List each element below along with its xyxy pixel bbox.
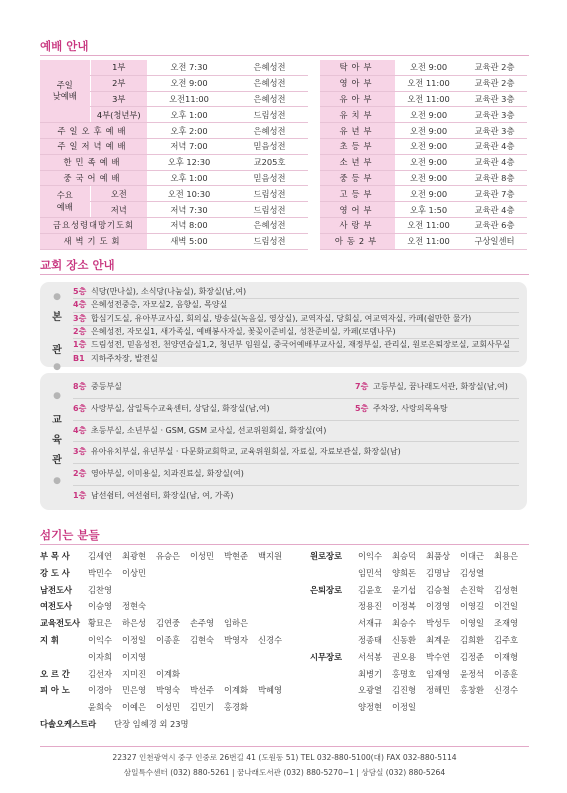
floor-rooms: 유아유치부실, 유년부실 · 다문화교회학교, 교육위원회실, 자료실, 자료보관실, 화장실(남) [91,447,401,457]
staff-name: 이성민 [190,551,215,561]
staff-name: 민은영 [122,685,147,696]
staff-name: 이경아 [88,685,113,696]
service-group-line: 예배 [56,201,73,212]
service-time: 오전 7:30 [147,60,231,75]
staff-name: 이재형 [494,651,519,662]
dept-name: 소년부 [320,154,395,170]
table-gap [308,154,320,170]
staff-name: 정현숙 [122,601,147,612]
floor-row-second [355,376,508,398]
dept-place: 교육관 7층 [462,186,527,202]
staff-name: 손주영 [190,618,215,629]
dept-name: 유년부 [320,123,395,139]
staff-row [310,651,567,665]
staff-name: 단장 임혜경 외 23명 [114,719,189,729]
staff-name: 윤희숙 [88,702,113,713]
staff-title: 섬기는 분들 [40,528,100,542]
floor-number: 4층 [73,425,87,435]
dept-name: 아동2부 [320,233,395,249]
dept-place: 교육관 4층 [462,154,527,170]
dept-time: 오전 9:00 [395,138,462,154]
dept-name: 고등부 [320,186,395,202]
staff-name: 김명남 [426,567,451,578]
floor-number: 4층 [73,300,87,310]
staff-name: 이종훈 [494,668,519,679]
staff-row [310,584,567,598]
staff-name: 최병기 [358,668,383,679]
floor-row [73,312,519,326]
service-time: 오후 1:00 [147,170,231,186]
staff-name: 최승수 [392,618,417,629]
staff-row [310,567,567,581]
staff-name: 이경영 [426,601,451,612]
staff-role: 원로장로 [310,551,343,561]
floor-row [73,398,519,421]
worship-row [40,123,527,139]
staff-name: 오광열 [358,685,383,696]
dept-time: 오전 9:00 [395,154,462,170]
service-time: 저녁 8:00 [147,217,231,233]
staff-name: 김찬영 [88,584,113,595]
floor-rooms: 영아부실, 이미용실, 치과진료실, 화장실(여) [91,469,244,479]
service-time: 오전 9:00 [147,75,231,91]
worship-row [40,91,527,107]
staff-role: 교육전도사 [40,618,81,629]
service-place: 드림성전 [231,107,308,123]
dept-place: 교육관 2층 [462,75,527,91]
staff-name: 박영자 [224,635,249,645]
footer-address: 22327 인천광역시 중구 인중로 26번길 41 (도원동 51) TEL 032-880-5100(대) FAX 032-880-5114 [112,753,457,762]
staff-name: 홍창환 [460,685,485,696]
worship-row [40,233,527,249]
table-gap [308,107,320,123]
dept-place: 교육관 8층 [462,170,527,186]
staff-row [40,634,300,648]
floor-number: 2층 [73,469,87,479]
staff-row [310,684,567,698]
service-time: 오후 1:00 [147,107,231,123]
staff-names [358,617,528,629]
floor-row [73,325,519,339]
floor-rooms: 초등부실, 소년부실 · GSM, GSM 교사실, 선교위원회실, 화장실(여) [91,425,327,435]
staff-name: 권오용 [392,651,417,662]
service-place: 드림성전 [231,186,308,202]
service-place: 교205호 [231,154,308,170]
staff-name: 이익수 [88,635,113,645]
staff-row [310,617,567,631]
staff-name: 이계화 [224,685,249,696]
table-gap [308,123,320,139]
dept-name: 유아부 [320,91,395,107]
service-place: 드림성전 [231,202,308,218]
staff-name: 이성민 [156,702,181,713]
staff-name: 이정일 [122,635,147,645]
service-name: 새벽기도회 [40,233,147,249]
service-part: 오전 [90,186,147,202]
staff-names [358,651,528,663]
staff-role: 피 아 노 [40,685,70,696]
floor-rooms: 드림성전, 믿음성전, 천양연습실1,2, 청년부 임원실, 중국어예배부교사실, 재정부실, 관리실, 원로은퇴장로실, 교회사무실 [91,340,511,350]
service-name: 주일오후예배 [40,123,147,139]
staff-name: 김승철 [426,584,451,595]
staff-names [114,718,189,730]
staff-name: 김윤호 [358,584,383,595]
dept-name: 탁아부 [320,60,395,75]
staff-role: 남전도사 [40,584,73,595]
service-time: 오후 12:30 [147,154,231,170]
footer-contacts: 삼일특수센터 (032) 880-5261 | 꿈나래도서관 (032) 880-5270~1 | 상담실 (032) 880-5264 [123,768,446,777]
staff-names [88,567,156,579]
dept-name: 초등부 [320,138,395,154]
table-gap [308,186,320,202]
floor-number: 3층 [73,313,87,323]
staff-name: 신경수 [494,685,519,696]
main-building-box [40,282,527,372]
floor-number: 6층 [73,403,87,413]
service-place: 드림성전 [231,233,308,249]
staff-row [40,684,300,698]
staff-name: 박현준 [224,551,249,561]
staff-name: 손진학 [460,584,485,595]
staff-name: 이정복 [392,601,417,612]
staff-name: 김진형 [392,685,417,696]
dept-time: 오전 9:00 [395,170,462,186]
staff-name: 서석봉 [358,651,383,662]
floor-row-second [355,398,448,420]
service-part: 4부(청년부) [90,107,147,123]
worship-row [40,75,527,91]
floor-rooms: 중등부실 [91,382,122,391]
staff-role: 강 도 사 [40,567,70,578]
staff-row [40,668,300,682]
floor-rooms: 주차장, 사랑의목욕탕 [373,403,448,413]
table-gap [308,60,320,75]
dept-time: 오후 1:50 [395,202,462,218]
worship-table [40,60,527,250]
staff-title-line [40,544,529,545]
dept-name: 유치부 [320,107,395,123]
service-place: 믿음성전 [231,170,308,186]
dept-name: 영아부 [320,75,395,91]
staff-row [40,550,300,564]
table-gap [308,91,320,107]
dept-place: 교육관 3층 [462,107,527,123]
floor-number: 7층 [355,382,369,391]
footer-line [40,746,529,747]
staff-name: 하은성 [122,618,147,629]
worship-row [40,107,527,123]
service-name: 금요성령대망기도회 [40,217,147,233]
staff-name: 이상민 [122,567,147,578]
staff-names [88,584,122,596]
staff-name: 김연중 [156,618,181,629]
staff-row [40,584,300,598]
staff-row [40,651,300,665]
dept-time: 오전 11:00 [395,75,462,91]
staff-name: 김정준 [460,651,485,662]
floor-number: 1층 [73,491,87,500]
staff-role: 오 르 간 [40,668,70,679]
service-group-line: 낮예배 [52,91,77,102]
staff-name: 조재영 [494,618,519,629]
staff-name: 윤기섭 [392,584,417,595]
worship-row [40,217,527,233]
main-building-label: ● 본 관 ● [52,292,62,372]
worship-row [40,138,527,154]
service-place: 은혜성전 [231,217,308,233]
service-place: 은혜성전 [231,60,308,75]
dept-time: 오전 9:00 [395,123,462,139]
dept-name: 사랑부 [320,217,395,233]
staff-role: 시무장로 [310,651,343,662]
staff-name: 양정현 [358,702,383,713]
staff-names [88,668,190,680]
service-place: 믿음성전 [231,138,308,154]
staff-name: 홍경화 [224,702,249,713]
staff-name: 이지영 [122,651,147,662]
staff-name: 이예은 [122,702,147,713]
staff-name: 윤정석 [460,668,485,679]
places-title: 교회 장소 안내 [40,258,115,272]
dept-time: 오전 9:00 [395,186,462,202]
dept-time: 오전 11:00 [395,217,462,233]
staff-name: 신동환 [392,635,417,645]
education-building-label: ● 교 육 관 ● [52,391,62,486]
floor-number: 5층 [355,403,369,413]
floor-rooms: 사랑부실, 삼일특수교육센터, 상담실, 화장실(남,여) [91,403,270,413]
service-part: 저녁 [90,202,147,218]
dept-place: 교육관 3층 [462,91,527,107]
dept-place: 교육관 2층 [462,60,527,75]
staff-names [358,668,528,680]
staff-name: 최승덕 [392,551,417,561]
staff-name: 김주호 [494,635,519,645]
staff-names [88,701,258,713]
staff-names [358,584,528,596]
staff-name: 이종훈 [156,635,181,645]
staff-name: 박혜영 [258,685,283,696]
service-time: 오전 10:30 [147,186,231,202]
staff-name: 최용은 [494,551,519,561]
staff-name: 정용진 [358,601,383,612]
staff-name: 김성열 [460,567,485,578]
staff-names [88,550,292,562]
staff-row [310,701,567,715]
staff-name: 홍명호 [392,668,417,679]
floor-row [73,485,519,507]
service-part: 1부 [90,60,147,75]
staff-names [88,617,258,629]
staff-name: 양희돈 [392,567,417,578]
dept-time: 오전 11:00 [395,233,462,249]
table-gap [308,202,320,218]
staff-names [88,600,156,612]
staff-role: 부 목 사 [40,551,70,561]
dept-time: 오전 9:00 [395,107,462,123]
staff-name: 이정일 [392,702,417,713]
staff-name: 김현숙 [190,635,215,645]
floor-rooms: 지하주차장, 발전실 [91,353,158,363]
staff-name: 이자희 [88,651,113,662]
staff-name: 이영일 [460,618,485,629]
service-group [40,60,90,123]
dept-name: 영어부 [320,202,395,218]
staff-name: 박영숙 [156,685,181,696]
staff-name: 이승영 [88,601,113,612]
floor-rooms: 고등부실, 꿈나래도서관, 화장실(남,여) [373,382,508,391]
staff-row [310,600,567,614]
worship-row [40,60,527,75]
floor-number: 5층 [73,287,87,296]
floor-rooms: 합심기도실, 유아부교사실, 회의실, 방송실(녹음실, 영상실), 교역자실, 당회실, 여교역자실, 카페(쉴만한 물가) [91,313,472,323]
floor-row [73,298,519,312]
staff-name: 이대근 [460,551,485,561]
staff-name: 임하은 [224,618,249,629]
staff-name: 김성현 [494,584,519,595]
service-time: 오후 2:00 [147,123,231,139]
staff-name: 김선자 [88,668,113,679]
service-group [40,186,90,218]
floor-rooms: 남선쉼터, 여선쉼터, 화장실(남, 여, 가족) [91,491,234,500]
floor-row [73,285,519,299]
staff-name: 김희환 [460,635,485,645]
table-gap [308,138,320,154]
staff-name: 최계운 [426,635,451,645]
service-name: 한민족예배 [40,154,147,170]
staff-names [358,567,494,579]
staff-name: 임민석 [358,567,383,578]
staff-row [40,617,300,631]
floor-number: 2층 [73,326,87,336]
staff-role: 다솔오케스트라 [40,719,97,729]
service-time: 저녁 7:30 [147,202,231,218]
floor-rooms: 은혜성전, 자모실1, 새가족실, 예배봉사자실, 꽃꽂이준비실, 성찬준비실, 카페(로뎀나무) [91,326,396,336]
floor-number: 8층 [73,382,87,391]
floor-rooms: 은혜성전중층, 자모실2, 음향실, 목양실 [91,300,228,310]
service-group-line: 주일 [56,79,73,90]
worship-row [40,186,527,202]
worship-row [40,202,527,218]
dept-place: 교육관 6층 [462,217,527,233]
staff-name: 황묘은 [88,618,113,629]
floor-row [73,463,519,486]
service-group-line: 수요 [56,190,73,201]
staff-names [358,701,426,713]
dept-time: 오전 11:00 [395,91,462,107]
staff-name: 박선주 [190,685,215,696]
staff-role: 여전도사 [40,601,73,612]
floor-row [73,352,519,365]
staff-name: 백지원 [258,551,283,561]
staff-name: 김세연 [88,551,113,561]
staff-name: 박민수 [88,567,113,578]
staff-name: 박수연 [426,651,451,662]
staff-names [358,634,528,646]
staff-name: 이계화 [156,668,181,679]
staff-name: 정종태 [358,635,383,645]
floor-row [73,420,519,443]
floor-row [73,376,519,399]
service-name: 주일저녁예배 [40,138,147,154]
staff-row [40,701,300,715]
staff-name: 정해민 [426,685,451,696]
staff-name: 최광현 [122,551,147,561]
floor-row [73,338,519,352]
dept-place: 구상일센터 [462,233,527,249]
worship-title-line [40,55,529,56]
staff-names [88,651,156,663]
staff-name: 신경수 [258,635,283,645]
staff-name: 이익수 [358,551,383,561]
staff-names [358,684,528,696]
staff-name: 박성두 [426,618,451,629]
staff-name: 최품상 [426,551,451,561]
service-place: 은혜성전 [231,91,308,107]
staff-name: 이영길 [460,601,485,612]
education-building-box [40,373,527,510]
table-gap [308,170,320,186]
staff-names [88,634,292,646]
staff-role: 은퇴장로 [310,584,343,595]
service-time: 새벽 5:00 [147,233,231,249]
staff-names [88,684,292,696]
staff-name: 서재규 [358,618,383,629]
floor-number: 3층 [73,447,87,457]
worship-row [40,170,527,186]
staff-names [358,550,528,562]
service-part: 3부 [90,91,147,107]
table-gap [308,233,320,249]
dept-name: 중등부 [320,170,395,186]
worship-title: 예배 안내 [40,39,89,53]
table-gap [308,217,320,233]
places-title-line [40,274,529,275]
service-name: 중국어예배 [40,170,147,186]
staff-name: 임재영 [426,668,451,679]
service-time: 오전11:00 [147,91,231,107]
staff-row [40,718,300,732]
staff-name: 지미진 [122,668,147,679]
dept-time: 오전 9:00 [395,60,462,75]
floor-rooms: 식당(만나실), 소식당(나눔실), 화장실(남,여) [91,287,247,296]
worship-row [40,154,527,170]
staff-row [310,550,567,564]
staff-row [40,600,300,614]
staff-row [310,668,567,682]
staff-row [310,634,567,648]
staff-row [40,567,300,581]
floor-number: 1층 [73,340,87,350]
service-part: 2부 [90,75,147,91]
floor-number: B1 [73,353,85,363]
dept-place: 교육관 4층 [462,138,527,154]
staff-role: 지 휘 [40,635,59,645]
staff-name: 이건일 [494,601,519,612]
staff-name: 유승은 [156,551,181,561]
staff-name: 김민기 [190,702,215,713]
service-place: 은혜성전 [231,75,308,91]
service-time: 저녁 7:00 [147,138,231,154]
floor-row [73,441,519,464]
staff-names [358,600,528,612]
dept-place: 교육관 3층 [462,123,527,139]
dept-place: 교육관 4층 [462,202,527,218]
service-place: 은혜성전 [231,123,308,139]
table-gap [308,75,320,91]
